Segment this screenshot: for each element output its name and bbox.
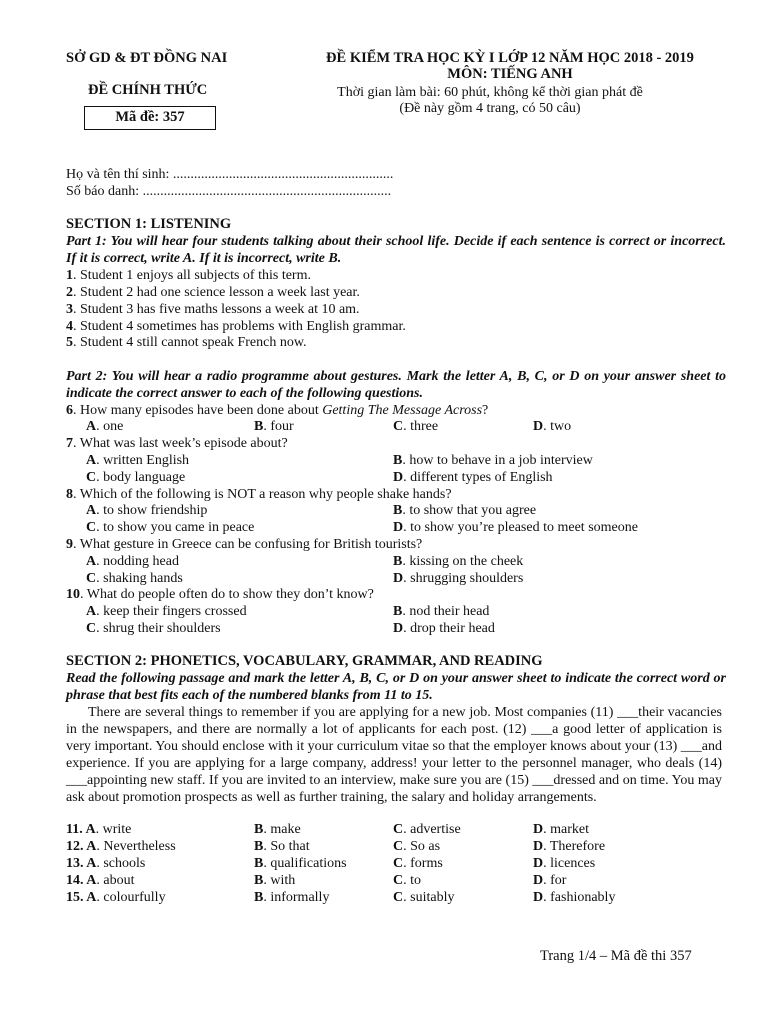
exam-subject: MÔN: TIẾNG ANH xyxy=(447,66,573,82)
q15-option-a: 15. A. colourfully xyxy=(66,890,166,905)
statement-1: 1. Student 1 enjoys all subjects of this term. xyxy=(66,268,311,283)
q14-option-b: B. with xyxy=(254,873,296,888)
q13-option-c: C. forms xyxy=(393,856,443,871)
q8-option-a: A. to show friendship xyxy=(86,503,208,518)
candidate-number-field: Số báo danh: ....................................................................... xyxy=(66,184,392,199)
q6-option-c: C. three xyxy=(393,419,439,434)
statement-3: 3. Student 3 has five maths lessons a week at 10 am. xyxy=(66,302,360,317)
q14-option-a: 14. A. about xyxy=(66,873,135,888)
question-9: 9. What gesture in Greece can be confusing for British tourists? xyxy=(66,537,423,552)
candidate-name-field: Họ và tên thí sinh: ............................................................... xyxy=(66,167,394,182)
q10-option-a: A. keep their fingers crossed xyxy=(86,604,247,619)
q12-option-c: C. So as xyxy=(393,839,441,854)
exam-code-box: Mã đề: 357 xyxy=(84,106,216,130)
q9-option-b: B. kissing on the cheek xyxy=(393,554,524,569)
q7-option-c: C. body language xyxy=(86,470,186,485)
part1-instruction: Part 1: You will hear four students talking about their school life. Decide if each sentence is correct or incorrect. If it is correct, write A. If it is incorrect, write B. xyxy=(66,234,726,266)
q11-option-d: D. market xyxy=(533,822,589,837)
q6-option-b: B. four xyxy=(254,419,294,434)
q10-option-d: D. drop their head xyxy=(393,621,495,636)
q7-option-d: D. different types of English xyxy=(393,470,553,485)
q9-option-c: C. shaking hands xyxy=(86,571,183,586)
q13-option-b: B. qualifications xyxy=(254,856,347,871)
department-name: SỞ GD & ĐT ĐỒNG NAI xyxy=(66,50,228,66)
q15-option-d: D. fashionably xyxy=(533,890,616,905)
q6-option-d: D. two xyxy=(533,419,572,434)
part2-instruction: Part 2: You will hear a radio programme about gestures. Mark the letter A, B, C, or D on your answer sheet to indicate the correct answer to each of the following questions. xyxy=(66,369,726,401)
q10-option-c: C. shrug their shoulders xyxy=(86,621,221,636)
exam-title: ĐỀ KIỂM TRA HỌC KỲ I LỚP 12 NĂM HỌC 2018 - 2019 xyxy=(326,50,694,66)
question-10: 10. What do people often do to show they don’t know? xyxy=(66,587,374,602)
q15-option-c: C. suitably xyxy=(393,890,455,905)
q7-option-a: A. written English xyxy=(86,453,190,468)
q12-option-d: D. Therefore xyxy=(533,839,606,854)
time-info: Thời gian làm bài: 60 phút, không kể thời gian phát đề xyxy=(337,85,643,100)
q15-option-b: B. informally xyxy=(254,890,330,905)
q8-option-d: D. to show you’re pleased to meet someone xyxy=(393,520,638,535)
section1-title: SECTION 1: LISTENING xyxy=(66,216,232,232)
q7-option-b: B. how to behave in a job interview xyxy=(393,453,593,468)
pages-info: (Đề này gồm 4 trang, có 50 câu) xyxy=(399,101,581,116)
q11-option-a: 11. A. write xyxy=(66,822,132,837)
q12-option-a: 12. A. Nevertheless xyxy=(66,839,176,854)
q9-option-a: A. nodding head xyxy=(86,554,179,569)
official-label: ĐỀ CHÍNH THỨC xyxy=(88,82,208,98)
question-7: 7. What was last week’s episode about? xyxy=(66,436,288,451)
q14-option-d: D. for xyxy=(533,873,567,888)
q13-option-a: 13. A. schools xyxy=(66,856,146,871)
q13-option-d: D. licences xyxy=(533,856,596,871)
q14-option-c: C. to xyxy=(393,873,422,888)
q11-option-c: C. advertise xyxy=(393,822,461,837)
q10-option-b: B. nod their head xyxy=(393,604,490,619)
q12-option-b: B. So that xyxy=(254,839,310,854)
statement-5: 5. Student 4 still cannot speak French now. xyxy=(66,335,307,350)
question-8: 8. Which of the following is NOT a reason why people shake hands? xyxy=(66,487,452,502)
section2-instruction: Read the following passage and mark the letter A, B, C, or D on your answer sheet to indicate the correct word or phrase that best fits each of the numbered blanks from 11 to 15. xyxy=(66,671,726,703)
page-footer: Trang 1/4 – Mã đề thi 357 xyxy=(540,948,692,964)
statement-2: 2. Student 2 had one science lesson a week last year. xyxy=(66,285,360,300)
q11-option-b: B. make xyxy=(254,822,301,837)
q8-option-c: C. to show you came in peace xyxy=(86,520,255,535)
q8-option-b: B. to show that you agree xyxy=(393,503,537,518)
statement-4: 4. Student 4 sometimes has problems with English grammar. xyxy=(66,319,406,334)
section2-title: SECTION 2: PHONETICS, VOCABULARY, GRAMMAR, AND READING xyxy=(66,653,543,669)
q6-option-a: A. one xyxy=(86,419,124,434)
question-6: 6. How many episodes have been done about Getting The Message Across? xyxy=(66,403,489,418)
q9-option-d: D. shrugging shoulders xyxy=(393,571,524,586)
reading-passage: There are several things to remember if you are applying for a new job. Most companies (11) ___their vacancies in the newspapers, and there are normally a lot of applicants for each post. (12) ___a good letter of application is very important. You should enclose with it your curriculum vitae so that the employer knows about your (13) ___and experience. If you are applying for a large company, address! your letter to the personnel manager, who deals (14) ___appointing new staff. If you are invited to an interview, make sure you are (15) ___dressed and on time. You may ask about promotion prospects as well as further training, the salary and holiday arrangements. xyxy=(66,705,722,805)
